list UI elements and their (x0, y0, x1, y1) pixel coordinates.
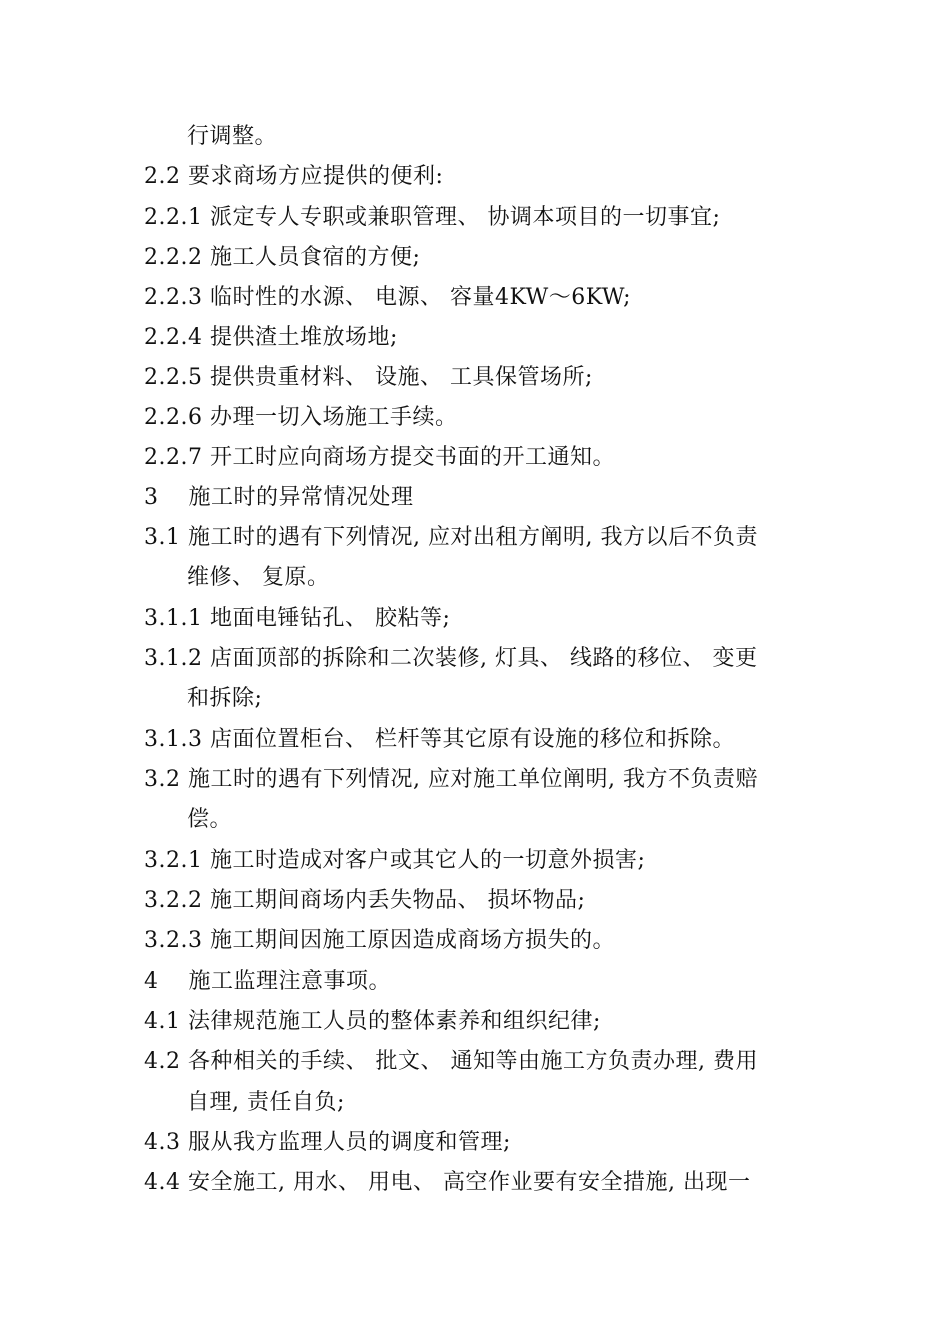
text-line: 3.1.1 地面电锤钻孔、 胶粘等; (144, 606, 451, 631)
text-line: 2.2.1 派定专人专职或兼职管理、 协调本项目的一切事宜; (144, 205, 721, 230)
text-line: 3.2.3 施工期间因施工原因造成商场方损失的。 (144, 928, 615, 953)
text-line: 2.2.7 开工时应向商场方提交书面的开工通知。 (144, 445, 615, 470)
text-line: 4.4 安全施工, 用水、 用电、 高空作业要有安全措施, 出现一 (144, 1170, 751, 1195)
text-line: 2.2.6 办理一切入场施工手续。 (144, 405, 458, 430)
section-heading-3: 3 施工时的异常情况处理 (144, 485, 414, 510)
text-line: 维修、 复原。 (187, 565, 330, 590)
section-heading-4: 4 施工监理注意事项。 (144, 969, 391, 994)
text-line: 3.1.2 店面顶部的拆除和二次装修, 灯具、 线路的移位、 变更 (144, 646, 758, 671)
text-line: 3.2.2 施工期间商场内丢失物品、 损坏物品; (144, 888, 586, 913)
text-line: 自理, 责任自负; (187, 1090, 345, 1115)
text-line: 行调整。 (187, 124, 278, 149)
text-line: 2.2.4 提供渣土堆放场地; (144, 325, 398, 350)
section-heading-2-2: 2.2 要求商场方应提供的便利: (144, 164, 444, 189)
text-line: 4.2 各种相关的手续、 批文、 通知等由施工方负责办理, 费用 (144, 1049, 758, 1074)
text-line: 2.2.2 施工人员食宿的方便; (144, 245, 421, 270)
text-line: 4.1 法律规范施工人员的整体素养和组织纪律; (144, 1009, 601, 1034)
text-line: 3.2.1 施工时造成对客户或其它人的一切意外损害; (144, 848, 646, 873)
text-line: 偿。 (187, 807, 233, 832)
section-heading-3-2: 3.2 施工时的遇有下列情况, 应对施工单位阐明, 我方不负责赔 (144, 767, 758, 792)
text-line: 2.2.3 临时性的水源、 电源、 容量4KW～6KW; (144, 285, 631, 310)
text-line: 3.1.3 店面位置柜台、 栏杆等其它原有设施的移位和拆除。 (144, 727, 735, 752)
text-line: 和拆除; (187, 686, 263, 711)
section-heading-3-1: 3.1 施工时的遇有下列情况, 应对出租方阐明, 我方以后不负责 (144, 525, 758, 550)
text-line: 2.2.5 提供贵重材料、 设施、 工具保管场所; (144, 365, 593, 390)
text-line: 4.3 服从我方监理人员的调度和管理; (144, 1130, 511, 1155)
